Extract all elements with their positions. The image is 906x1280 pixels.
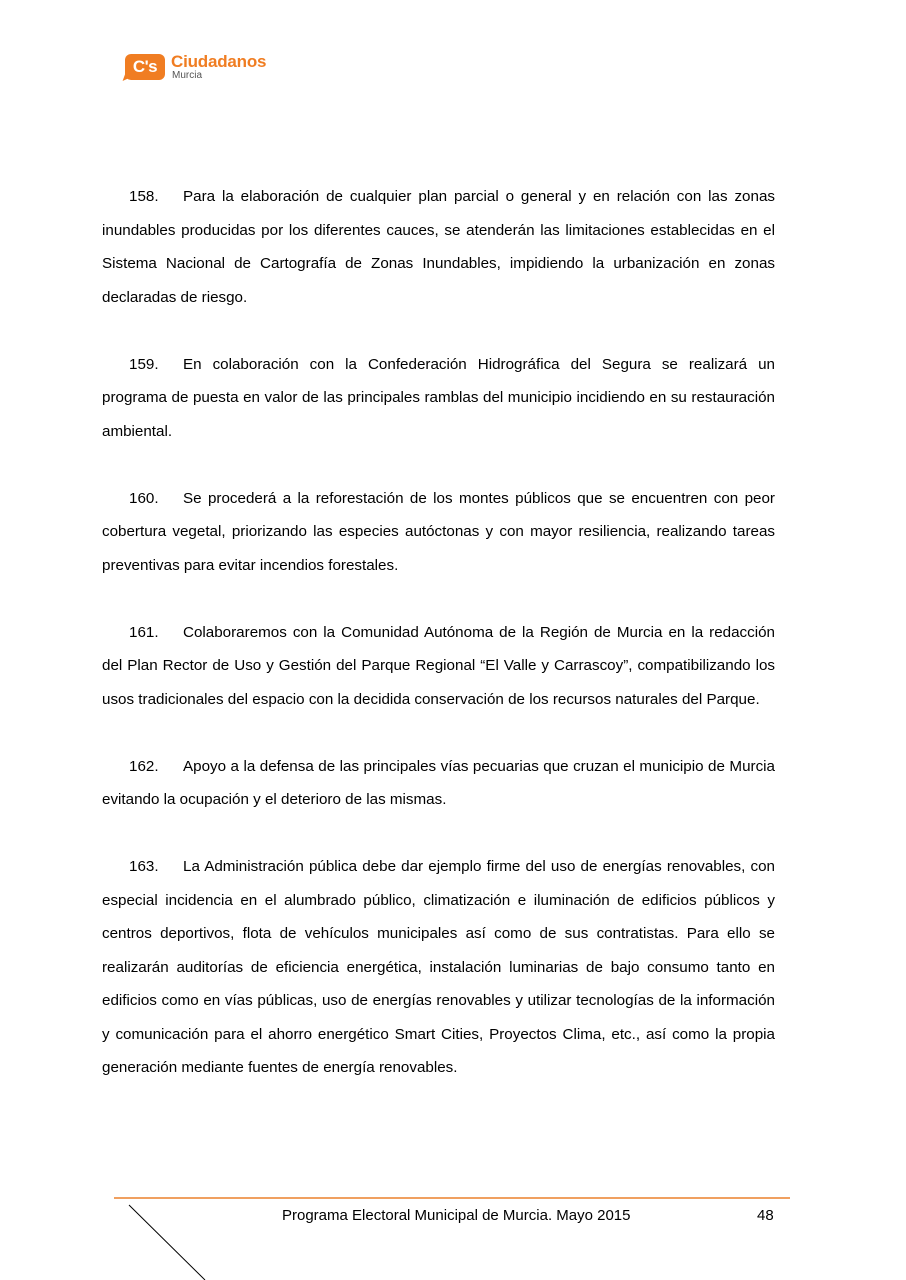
logo-city: Murcia	[172, 70, 203, 81]
footer-title: Programa Electoral Municipal de Murcia. Mayo 2015	[282, 1207, 631, 1224]
paragraph-text: Apoyo a la defensa de las principales vías pecuarias que cruzan el municipio de Murcia evitando la ocupación y el deterioro de las mismas.	[102, 757, 775, 808]
paragraph-text: En colaboración con la Confederación Hidrográfica del Segura se realizará un programa de puesta en valor de las principales ramblas del municipio incidiendo en su restauración ambiental.	[102, 355, 775, 440]
logo-badge: C's	[125, 54, 165, 80]
paragraph-text: Colaboraremos con la Comunidad Autónoma de la Región de Murcia en la redacción del Plan Rector de Uso y Gestión del Parque Regional “El Valle y Carrascoy”, compatibilizando los usos tradicionales del espacio con la decidida conservación de los recursos naturales del Parque.	[102, 623, 775, 708]
paragraph-number: 162.	[129, 757, 159, 775]
paragraph-number: 163.	[129, 858, 159, 875]
page-number: 48	[757, 1207, 774, 1224]
paragraph-number: 160.	[129, 489, 159, 507]
logo-name: Ciudadanos	[171, 52, 267, 71]
paragraph-text: Para la elaboración de cualquier plan parcial o general y en relación con las zonas inundables producidas por los diferentes cauces, se atenderán las limitaciones establecidas en el Sistema Nacional de Cartografía de Zonas Inundables, impidiendo la urbanización en zonas declaradas de riesgo.	[102, 188, 775, 306]
paragraph-number: 158.	[129, 188, 159, 205]
paragraph-number: 161.	[129, 623, 159, 641]
paragraph-text: Se procederá a la reforestación de los montes públicos que se encuentren con peor cobertura vegetal, priorizando las especies autóctonas y con mayor resiliencia, realizando tareas preventivas para evitar incendios forestales.	[102, 489, 775, 574]
paragraph-number: 159.	[129, 355, 159, 373]
paragraph-text: La Administración pública debe dar ejemplo firme del uso de energías renovables, con especial incidencia en el alumbrado público, climatización e iluminación de edificios públicos y centros deportivos, flota de vehículos municipales así como de sus contratistas. Para ello se realizarán auditorías de eficiencia energética, instalación luminarias de bajo consumo tanto en edificios como en vías públicas, uso de energías renovables y utilizar tecnologías de la información y comunicación para el ahorro energético Smart Cities, Proyectos Clima, etc., así como la propia generación mediante fuentes de energía renovables.	[102, 858, 775, 1076]
